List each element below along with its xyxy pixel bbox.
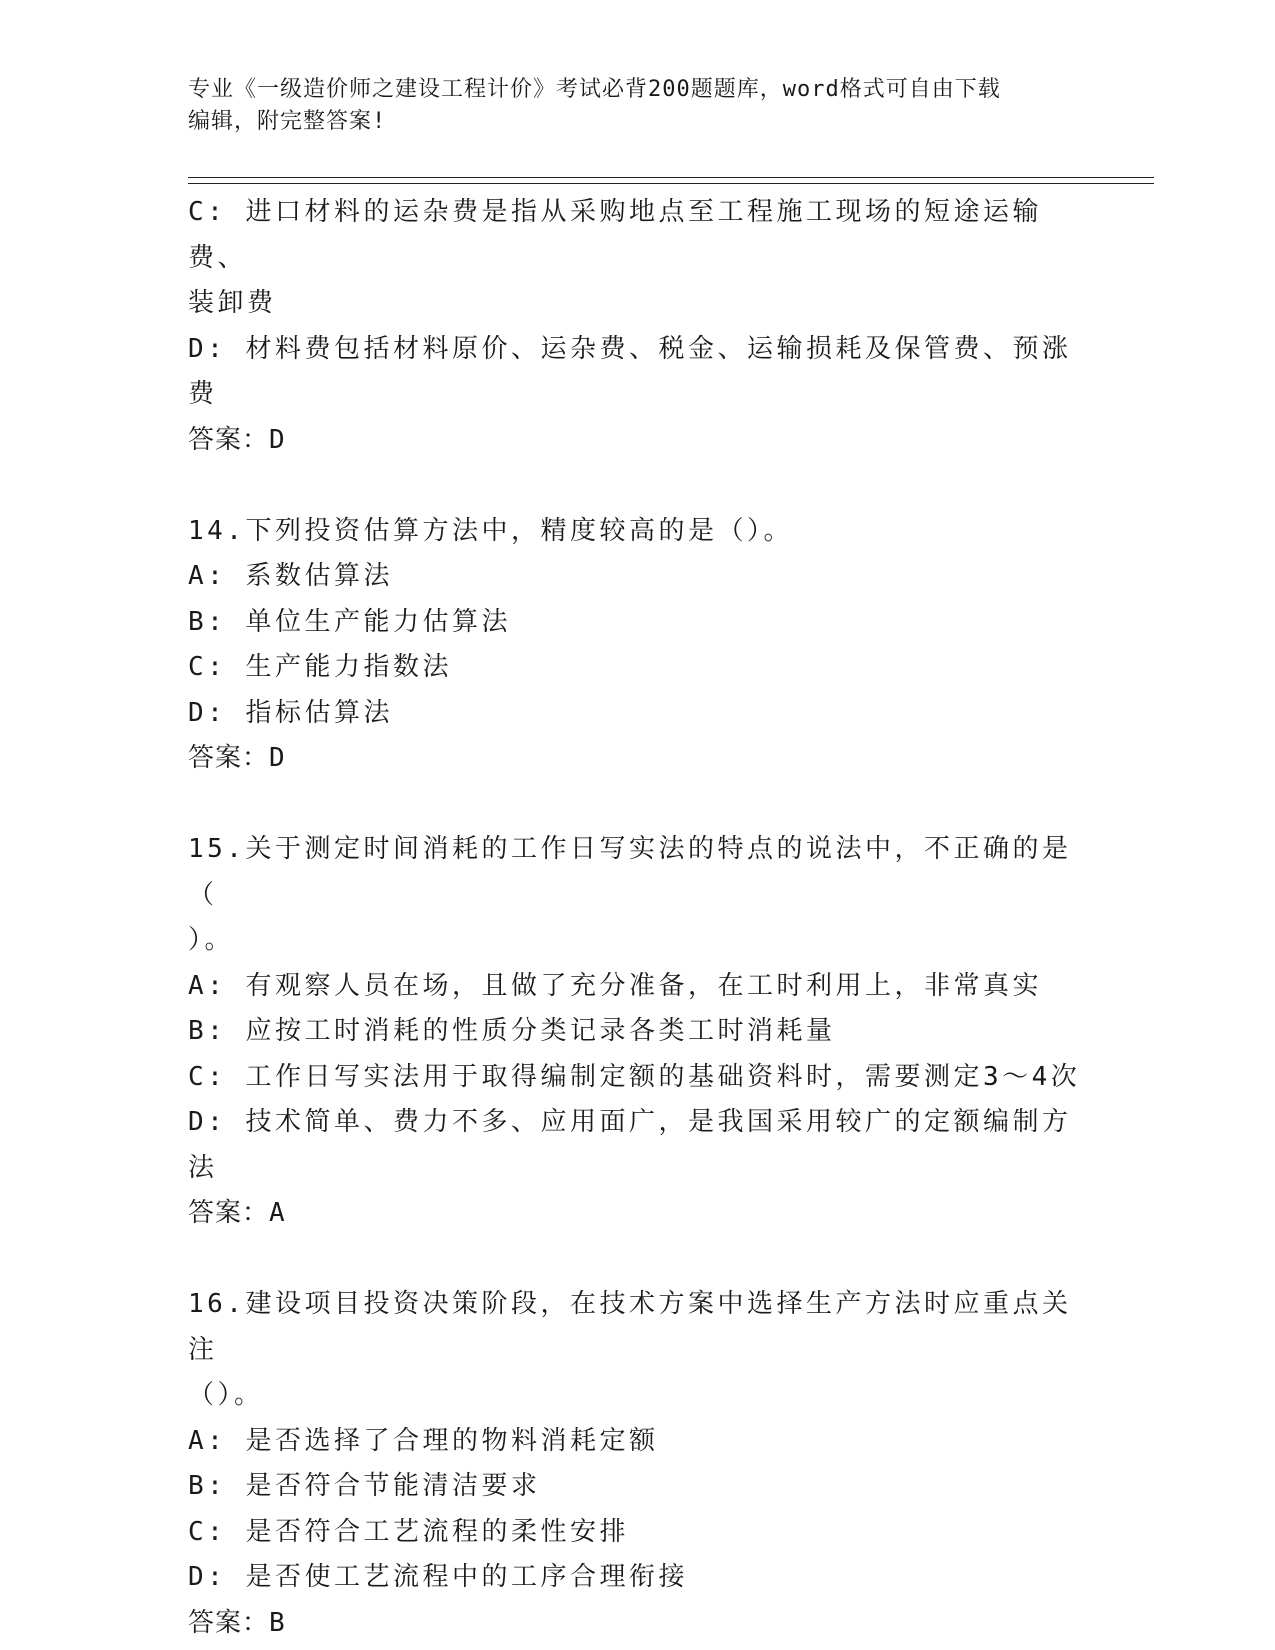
option-c: C: 工作日写实法用于取得编制定额的基础资料时，需要测定3～4次 bbox=[188, 1061, 1081, 1092]
option-b: B: 应按工时消耗的性质分类记录各类工时消耗量 bbox=[188, 1016, 836, 1046]
option-c: C: 生产能力指数法 bbox=[188, 652, 452, 682]
option-d: D: 技术简单、费力不多、应用面广，是我国采用较广的定额编制方法 bbox=[188, 1107, 1072, 1183]
header-divider-top bbox=[188, 177, 1154, 178]
option-c: C: 是否符合工艺流程的柔性安排 bbox=[188, 1516, 629, 1547]
question-16 bbox=[188, 1282, 1088, 1646]
option-d: D: 是否使工艺流程中的工序合理衔接 bbox=[188, 1562, 688, 1592]
question-stem-line-1: 15.关于测定时间消耗的工作日写实法的特点的说法中，不正确的是（ bbox=[188, 834, 1072, 910]
option-c-line-1: C: 进口材料的运杂费是指从采购地点至工程施工现场的短途运输费、 bbox=[188, 197, 1042, 273]
document-body bbox=[188, 190, 1088, 1646]
option-c-line-2: 装卸费 bbox=[188, 288, 277, 318]
question-stem-line-1: 16.建设项目投资决策阶段，在技术方案中选择生产方法时应重点关注 bbox=[188, 1289, 1072, 1365]
question-15 bbox=[188, 827, 1088, 1237]
header-divider-bottom bbox=[188, 183, 1154, 184]
option-b: B: 单位生产能力估算法 bbox=[188, 606, 511, 637]
answer: 答案：A bbox=[188, 1198, 286, 1228]
header-title-line-2: 编辑，附完整答案! bbox=[188, 109, 387, 134]
option-a: A: 系数估算法 bbox=[188, 561, 393, 591]
question-14 bbox=[188, 509, 1088, 782]
header-title-line-1: 专业《一级造价师之建设工程计价》考试必背200题题库，word格式可自由下载 bbox=[188, 77, 1001, 102]
option-a: A: 有观察人员在场，且做了充分准备，在工时利用上，非常真实 bbox=[188, 970, 1042, 1001]
answer: 答案：D bbox=[188, 424, 286, 455]
option-a: A: 是否选择了合理的物料消耗定额 bbox=[188, 1425, 659, 1456]
document-header bbox=[188, 74, 1068, 138]
question-13-continuation bbox=[188, 190, 1088, 463]
answer: 答案：D bbox=[188, 743, 286, 773]
question-stem-line-2: ）。 bbox=[188, 925, 235, 955]
question-stem-line-2: （）。 bbox=[188, 1380, 264, 1410]
option-d: D: 指标估算法 bbox=[188, 697, 393, 728]
option-d: D: 材料费包括材料原价、运杂费、税金、运输损耗及保管费、预涨费 bbox=[188, 333, 1072, 409]
question-stem: 14.下列投资估算方法中，精度较高的是（）。 bbox=[188, 515, 793, 546]
option-b: B: 是否符合节能清洁要求 bbox=[188, 1471, 541, 1501]
answer: 答案：B bbox=[188, 1607, 286, 1638]
